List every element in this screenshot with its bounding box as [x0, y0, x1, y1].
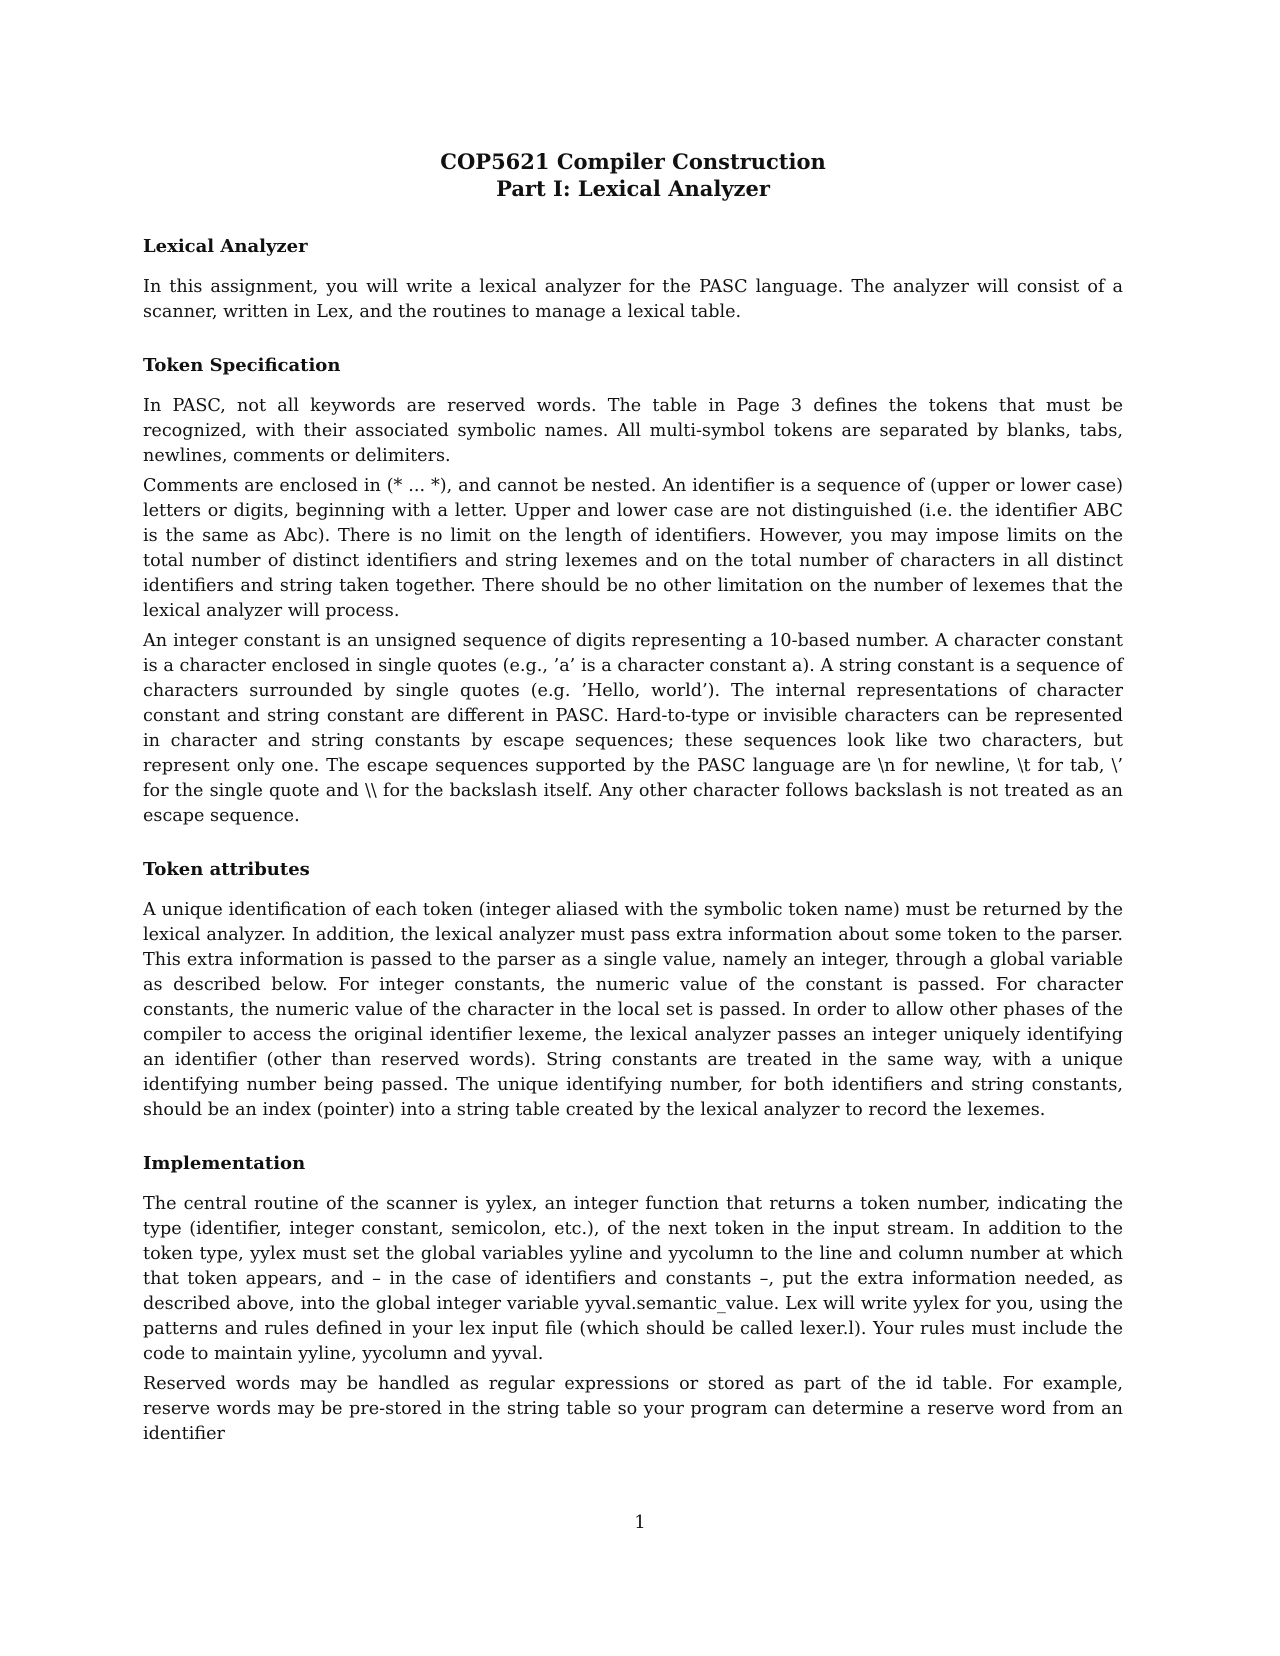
title-line-1: COP5621 Compiler Construction: [440, 149, 826, 174]
document-title: [143, 148, 1123, 202]
paragraph: In PASC, not all keywords are reserved words. The table in Page 3 defines the tokens that must be recognized, with their associated symbolic names. All multi-symbol tokens are separated by blanks, tabs, newlines, comments or delimiters.: [143, 396, 1123, 466]
paragraph: In this assignment, you will write a lexical analyzer for the PASC language. The analyzer will consist of a scanner, written in Lex, and the routines to manage a lexical table.: [143, 277, 1123, 322]
document-page: [143, 148, 1123, 1452]
section-lexical-analyzer: [143, 236, 1123, 325]
title-line-2: Part I: Lexical Analyzer: [496, 176, 770, 201]
paragraph: An integer constant is an unsigned sequence of digits representing a 10-based number. A character constant is a character enclosed in single quotes (e.g., ’a’ is a character constant a). A string constant is a sequence of characters surrounded by single quotes (e.g. ’Hello, world’). The internal representations of character constant and string constant are different in PASC. Hard-to-type or invisible characters can be represented in character and string constants by escape sequences; these sequences look like two characters, but represent only one. The escape sequences supported by the PASC language are \n for newline, \t for tab, \’ for the single quote and \\ for the backslash itself. Any other character follows backslash is not treated as an escape sequence.: [143, 631, 1123, 826]
paragraph: Comments are enclosed in (* ... *), and cannot be nested. An identifier is a sequence of (upper or lower case) letters or digits, beginning with a letter. Upper and lower case are not distinguished (i.e. the identifier ABC is the same as Abc). There is no limit on the length of identifiers. However, you may impose limits on the total number of distinct identifiers and string lexemes and on the total number of characters in all distinct identifiers and string taken together. There should be no other limitation on the number of lexemes that the lexical analyzer will process.: [143, 476, 1123, 621]
section-heading: Lexical Analyzer: [143, 236, 308, 257]
section-token-specification: [143, 355, 1123, 829]
section-heading: Token attributes: [143, 859, 310, 880]
section-implementation: [143, 1153, 1123, 1447]
paragraph: A unique identification of each token (integer aliased with the symbolic token name) must be returned by the lexical analyzer. In addition, the lexical analyzer must pass extra information about some token to the parser. This extra information is passed to the parser as a single value, namely an integer, through a global variable as described below. For integer constants, the numeric value of the constant is passed. For character constants, the numeric value of the character in the local set is passed. In order to allow other phases of the compiler to access the original identifier lexeme, the lexical analyzer passes an integer uniquely identifying an identifier (other than reserved words). String constants are treated in the same way, with a unique identifying number being passed. The unique identifying number, for both identifiers and string constants, should be an index (pointer) into a string table created by the lexical analyzer to record the lexemes.: [143, 900, 1123, 1120]
page-number: 1: [634, 1512, 646, 1533]
paragraph: The central routine of the scanner is yylex, an integer function that returns a token number, indicating the type (identifier, integer constant, semicolon, etc.), of the next token in the input stream. In addition to the token type, yylex must set the global variables yyline and yycolumn to the line and column number at which that token appears, and – in the case of identifiers and constants –, put the extra information needed, as described above, into the global integer variable yyval.semantic_value. Lex will write yylex for you, using the patterns and rules defined in your lex input file (which should be called lexer.l). Your rules must include the code to maintain yyline, yycolumn and yyval.: [143, 1194, 1123, 1364]
section-token-attributes: [143, 859, 1123, 1123]
section-heading: Implementation: [143, 1153, 306, 1174]
paragraph: Reserved words may be handled as regular expressions or stored as part of the id table. For example, reserve words may be pre-stored in the string table so your program can determine a reserve word from an identifier: [143, 1374, 1123, 1444]
section-heading: Token Specification: [143, 355, 341, 376]
